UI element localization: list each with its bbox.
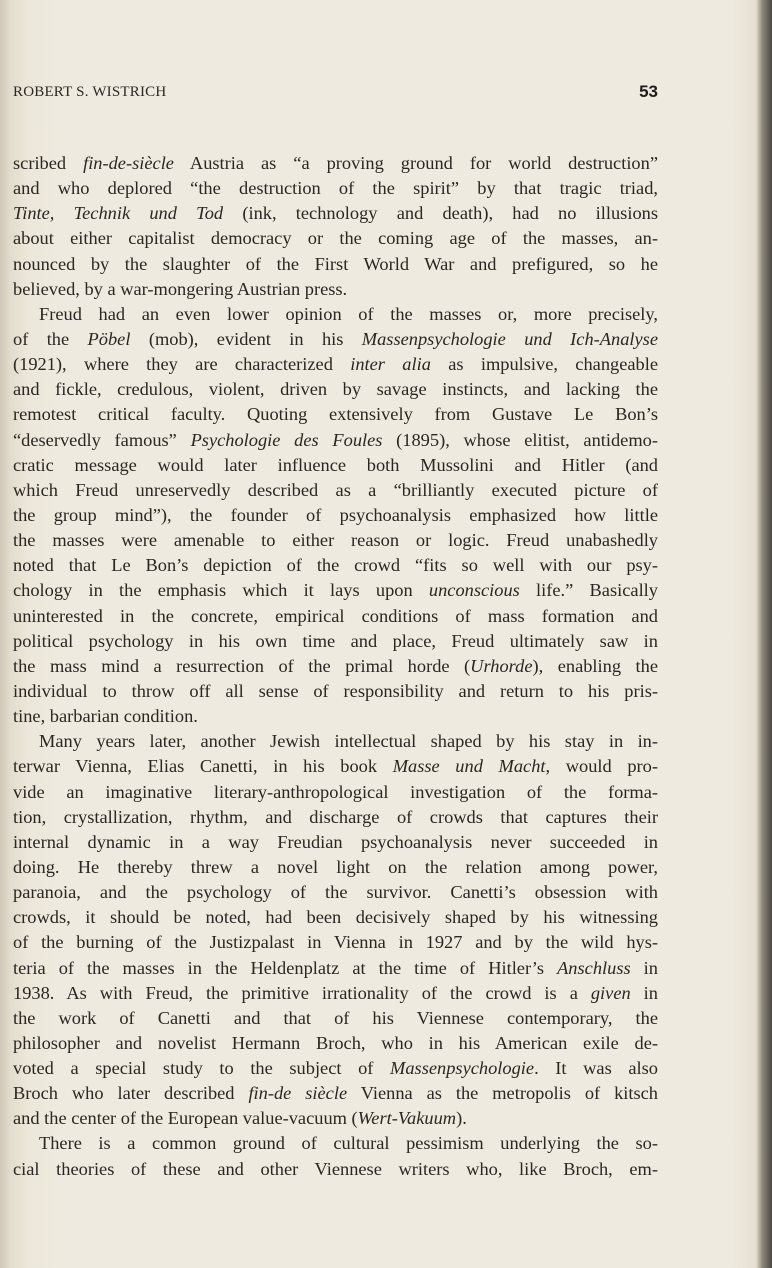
- text-run: of the: [13, 328, 88, 349]
- italic-text: Masse und Macht: [392, 756, 546, 777]
- text-run: Freud had an even lower opinion of the masses or, more precisely,: [39, 303, 658, 324]
- text-run: the masses were amenable to either reason or logic. Freud unabashedly: [13, 530, 658, 551]
- text-run: political psychology in his own time and place, Freud ultimately saw in: [13, 630, 658, 651]
- text-run: scribed: [13, 153, 84, 173]
- text-run: 1938. As with Freud, the primitive irrationality of the crowd is a: [13, 982, 591, 1003]
- text-run: Vienna as the metropolis of kitsch: [347, 1083, 659, 1104]
- text-line: [13, 830, 658, 855]
- text-run: . It was also: [534, 1058, 658, 1079]
- italic-text: Psychologie des Foules: [190, 429, 383, 450]
- text-line: [13, 679, 658, 704]
- italic-text: Massenpsychologie: [390, 1058, 535, 1079]
- text-line: [13, 377, 658, 402]
- text-line: [13, 226, 658, 251]
- text-line: [13, 402, 658, 427]
- text-line: [13, 252, 658, 277]
- text-run: tion, crystallization, rhythm, and discharge of crowds that captures their: [13, 806, 658, 827]
- text-line: [13, 352, 658, 377]
- text-line: [13, 327, 658, 352]
- text-run: (1895), whose elitist, antidemo-: [382, 429, 658, 450]
- text-run: remotest critical faculty. Quoting extensively from Gustave Le Bon’s: [13, 404, 658, 425]
- italic-text: Anschluss: [557, 957, 631, 978]
- italic-text: Tinte, Technik und Tod: [13, 203, 224, 224]
- text-run: which Freud unreservedly described as a “brilliantly executed picture of: [13, 479, 658, 500]
- text-line: [13, 528, 658, 553]
- italic-text: inter alia: [350, 354, 431, 375]
- text-run: life.” Basically: [519, 580, 658, 601]
- text-line: [13, 151, 658, 176]
- text-line: [13, 956, 658, 981]
- italic-text: given: [590, 982, 631, 1003]
- text-run: There is a common ground of cultural pessimism underlying the so-: [39, 1133, 658, 1154]
- text-line: [13, 302, 658, 327]
- text-run: and fickle, credulous, violent, driven by savage instincts, and lacking the: [13, 379, 658, 400]
- text-run: cial theories of these and other Viennese writers who, like Broch, em-: [13, 1158, 658, 1179]
- text-line: [13, 1056, 658, 1081]
- text-line: [13, 1157, 658, 1182]
- text-run: in: [630, 957, 658, 978]
- text-line: [13, 855, 658, 880]
- text-run: voted a special study to the subject of: [13, 1058, 391, 1079]
- italic-text: Wert-Vakuum: [357, 1108, 457, 1129]
- italic-text: Massenpsychologie und Ich-Analyse: [361, 328, 658, 349]
- text-run: Austria as “a proving ground for world destruction”: [173, 153, 658, 173]
- text-run: crowds, it should be noted, had been decisively shaped by his witnessing: [13, 907, 658, 928]
- text-line: [13, 478, 658, 503]
- text-line: [13, 604, 658, 629]
- text-line: [13, 1131, 658, 1156]
- text-run: doing. He thereby threw a novel light on the relation among power,: [13, 856, 658, 877]
- text-line: [13, 930, 658, 955]
- italic-text: Pöbel: [87, 328, 131, 349]
- text-run: the group mind”), the founder of psychoanalysis emphasized how little: [13, 504, 658, 525]
- text-line: [13, 553, 658, 578]
- text-run: (ink, technology and death), had no illusions: [223, 203, 658, 224]
- text-line: [13, 201, 658, 226]
- text-run: Many years later, another Jewish intellectual shaped by his stay in in-: [39, 731, 658, 752]
- text-run: paranoia, and the psychology of the survivor. Canetti’s obsession with: [13, 882, 658, 903]
- text-line: [13, 503, 658, 528]
- text-run: tine, barbarian condition.: [13, 706, 198, 727]
- text-line: [13, 578, 658, 603]
- text-run: the mass mind a resurrection of the primal horde (: [13, 655, 471, 676]
- running-head: [13, 82, 658, 106]
- text-run: and who deplored “the destruction of the spirit” by that tragic triad,: [13, 178, 658, 199]
- italic-text: Urhorde: [470, 655, 533, 676]
- text-line: [13, 1031, 658, 1056]
- text-line: [13, 654, 658, 679]
- italic-text: unconscious: [428, 580, 520, 601]
- text-run: cratic message would later influence both Mussolini and Hitler (and: [13, 454, 658, 475]
- text-run: believed, by a war-mongering Austrian press.: [13, 278, 348, 299]
- text-run: individual to throw off all sense of responsibility and return to his pris-: [13, 680, 658, 701]
- text-line: [13, 780, 658, 805]
- text-run: Broch who later described: [13, 1083, 249, 1104]
- text-line: [13, 805, 658, 830]
- text-line: [13, 629, 658, 654]
- text-run: nounced by the slaughter of the First World War and prefigured, so he: [13, 253, 658, 274]
- text-run: of the burning of the Justizpalast in Vienna in 1927 and by the wild hys-: [13, 932, 658, 953]
- text-run: “deservedly famous”: [13, 429, 191, 450]
- text-line: [13, 880, 658, 905]
- body-text: [13, 151, 658, 1182]
- text-run: in: [630, 982, 658, 1003]
- text-line: [13, 1106, 658, 1131]
- text-run: teria of the masses in the Heldenplatz at the time of Hitler’s: [13, 957, 558, 978]
- text-run: uninterested in the concrete, empirical conditions of mass formation and: [13, 605, 658, 626]
- text-run: vide an imaginative literary-anthropological investigation of the forma-: [13, 781, 658, 802]
- text-line: [13, 277, 658, 302]
- text-run: , would pro-: [545, 756, 658, 777]
- text-run: chology in the emphasis which it lays upon: [13, 580, 429, 601]
- text-line: [13, 981, 658, 1006]
- italic-text: fin-de siècle: [248, 1083, 348, 1104]
- text-run: terwar Vienna, Elias Canetti, in his book: [13, 756, 393, 777]
- text-line: [13, 1006, 658, 1031]
- text-line: [13, 428, 658, 453]
- text-line: [13, 754, 658, 779]
- text-line: [13, 729, 658, 754]
- text-line: [13, 905, 658, 930]
- text-run: (mob), evident in his: [130, 328, 362, 349]
- text-run: about either capitalist democracy or the coming age of the masses, an-: [13, 228, 658, 249]
- text-line: [13, 453, 658, 478]
- text-run: ).: [456, 1108, 467, 1129]
- text-run: and the center of the European value-vacuum (: [13, 1108, 358, 1129]
- text-run: (1921), where they are characterized: [13, 354, 351, 375]
- text-run: internal dynamic in a way Freudian psychoanalysis never succeeded in: [13, 831, 658, 852]
- text-line: [13, 176, 658, 201]
- text-run: as impulsive, changeable: [430, 354, 659, 375]
- running-head-author: ROBERT S. WISTRICH: [13, 84, 167, 100]
- text-line: [13, 1081, 658, 1106]
- text-run: the work of Canetti and that of his Viennese contemporary, the: [13, 1007, 658, 1028]
- text-run: ), enabling the: [532, 655, 658, 676]
- text-run: philosopher and novelist Hermann Broch, who in his American exile de-: [13, 1032, 658, 1053]
- page-number: 53: [639, 82, 658, 101]
- text-run: noted that Le Bon’s depiction of the crowd “fits so well with our psy-: [13, 555, 658, 576]
- text-line: [13, 704, 658, 729]
- italic-text: fin-de-siècle: [83, 153, 174, 173]
